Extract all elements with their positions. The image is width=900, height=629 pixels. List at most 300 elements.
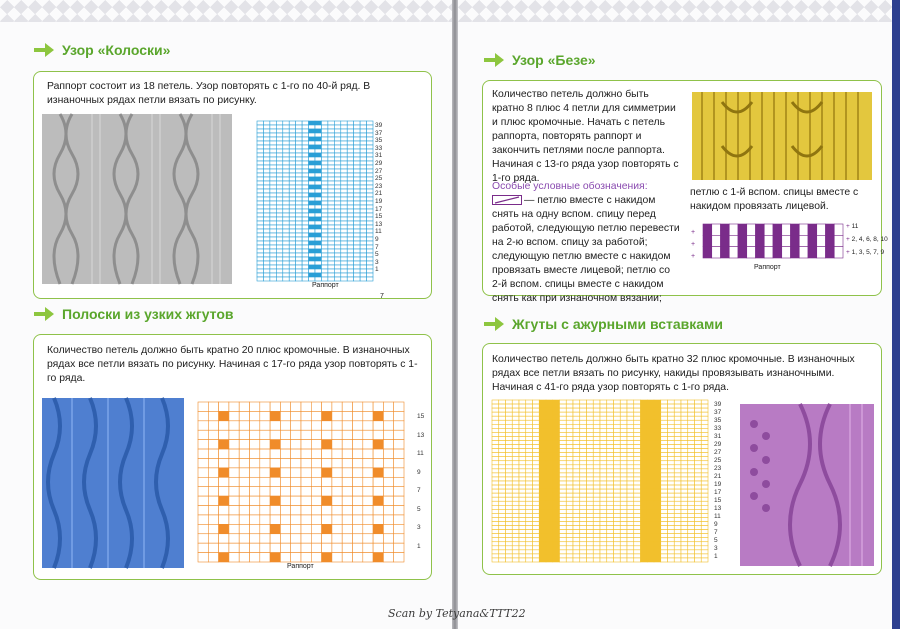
chart-cell — [257, 165, 263, 169]
chart-cell — [301, 487, 311, 496]
chart-cell — [539, 400, 546, 404]
chart-cell — [817, 247, 826, 258]
chart-cell — [499, 469, 506, 473]
chart-cell — [553, 489, 560, 493]
chart-cell — [668, 558, 675, 562]
chart-cell — [641, 432, 648, 436]
chart-cell — [239, 487, 249, 496]
chart-cell — [519, 465, 526, 469]
chart-cell — [566, 526, 573, 530]
chart-cell — [360, 241, 366, 245]
chart-cell — [688, 538, 695, 542]
chart-cell — [647, 530, 654, 534]
chart-cell — [519, 432, 526, 436]
chart-cell — [250, 506, 260, 515]
chart-cell — [519, 428, 526, 432]
chart-cell — [566, 420, 573, 424]
chart-cell — [607, 513, 614, 517]
chart-cell — [360, 133, 366, 137]
chart-cell — [354, 257, 360, 261]
chart-cell — [566, 428, 573, 432]
chart-cell — [334, 237, 340, 241]
chart-cell — [283, 213, 289, 217]
chart-cell — [560, 441, 567, 445]
chart-cell — [620, 424, 627, 428]
chart-cell — [341, 241, 347, 245]
row-number: 37 — [375, 129, 383, 137]
chart-cell — [526, 517, 533, 521]
chart-cell — [654, 477, 661, 481]
chart-cell — [354, 225, 360, 229]
chart-cell — [283, 225, 289, 229]
chart-cell — [367, 185, 373, 189]
chart-cell — [661, 416, 668, 420]
chart-cell — [593, 412, 600, 416]
chart-cell — [276, 201, 282, 205]
chart-cell — [257, 273, 263, 277]
chart-cell — [347, 209, 353, 213]
chart-cell — [360, 177, 366, 181]
chart-cell — [701, 509, 708, 513]
book-cover-edge — [892, 0, 900, 629]
chart-cell — [321, 177, 327, 181]
chart-cell — [560, 485, 567, 489]
chart-cell — [539, 554, 546, 558]
chart-cell — [519, 526, 526, 530]
chart-cell — [334, 157, 340, 161]
row-number: 3 — [417, 524, 421, 531]
chart-cell — [634, 542, 641, 546]
chart-cell — [654, 404, 661, 408]
chart-cell — [701, 432, 708, 436]
chart-cell — [627, 526, 634, 530]
chart-cell — [360, 145, 366, 149]
chart-cell — [654, 408, 661, 412]
chart-cell — [674, 408, 681, 412]
chart-cell — [315, 157, 321, 161]
chart-cell — [573, 424, 580, 428]
chart-cell — [634, 400, 641, 404]
chart-cell — [283, 273, 289, 277]
chart-cell — [688, 530, 695, 534]
chart-cell — [580, 469, 587, 473]
chart-cell — [506, 542, 513, 546]
chart-cell — [668, 465, 675, 469]
chart-cell — [773, 247, 782, 258]
chart-cell — [341, 149, 347, 153]
chart-cell — [342, 458, 352, 467]
chart-cell — [208, 534, 218, 543]
chart-cell — [280, 458, 290, 467]
chart-cell — [688, 485, 695, 489]
chart-cell — [280, 534, 290, 543]
chart-cell — [539, 408, 546, 412]
chart-cell — [573, 408, 580, 412]
chart-cell — [383, 440, 393, 449]
chart-cell — [533, 473, 540, 477]
chart-cell — [627, 400, 634, 404]
chart-cell — [688, 526, 695, 530]
chart-cell — [593, 550, 600, 554]
chart-cell — [647, 522, 654, 526]
chart-cell — [322, 543, 332, 552]
chart-cell — [354, 169, 360, 173]
chart-cell — [360, 261, 366, 265]
chart-cell — [533, 501, 540, 505]
chart-cell — [533, 412, 540, 416]
chart-cell — [315, 241, 321, 245]
chart-cell — [688, 416, 695, 420]
chart-cell — [499, 517, 506, 521]
chart-cell — [546, 513, 553, 517]
chart-cell — [512, 420, 519, 424]
chart-cell — [526, 542, 533, 546]
chart-cell — [600, 526, 607, 530]
chart-cell — [283, 141, 289, 145]
chart-cell — [302, 125, 308, 129]
chart-cell — [580, 453, 587, 457]
chart-cell — [668, 554, 675, 558]
chart-cell — [607, 477, 614, 481]
chart-cell — [499, 530, 506, 534]
chart-cell — [263, 277, 269, 281]
chart-cell — [309, 261, 315, 265]
chart-cell — [681, 445, 688, 449]
chart-cell — [641, 505, 648, 509]
chart-cell — [301, 515, 311, 524]
chart-cell — [328, 141, 334, 145]
chart-cell — [614, 400, 621, 404]
chart-cell — [302, 145, 308, 149]
chart-cell — [347, 161, 353, 165]
chart-cell — [328, 233, 334, 237]
chart-cell — [674, 558, 681, 562]
row-number: 11 — [714, 513, 721, 520]
chart-cell — [627, 424, 634, 428]
chart-cell — [315, 225, 321, 229]
chart-cell — [353, 496, 363, 505]
chart-cell — [353, 553, 363, 562]
chart-cell — [328, 173, 334, 177]
chart-cell — [296, 209, 302, 213]
chart-cell — [321, 129, 327, 133]
chart-cell — [695, 509, 702, 513]
chart-cell — [627, 534, 634, 538]
chart-cell — [322, 458, 332, 467]
chart-cell — [506, 550, 513, 554]
chart-cell — [334, 201, 340, 205]
chart-cell — [519, 534, 526, 538]
chart-cell — [566, 473, 573, 477]
chart-cell — [360, 225, 366, 229]
row-number: 13 — [714, 505, 722, 512]
chart-cell — [301, 430, 311, 439]
chart-cell — [526, 522, 533, 526]
chart-cell — [587, 436, 594, 440]
chart-cell — [661, 522, 668, 526]
chart-cell — [634, 445, 641, 449]
chart-cell — [328, 245, 334, 249]
chart-cell — [373, 468, 383, 477]
chart-cell — [791, 224, 800, 235]
chart-cell — [309, 173, 315, 177]
chart-cell — [492, 445, 499, 449]
chart-cell — [587, 469, 594, 473]
chart-cell — [506, 457, 513, 461]
chart-cell — [701, 453, 708, 457]
chart-cell — [566, 412, 573, 416]
chart-cell — [296, 177, 302, 181]
chart-cell — [270, 543, 280, 552]
chart-cell — [283, 137, 289, 141]
chart-cell — [573, 497, 580, 501]
chart-cell — [526, 416, 533, 420]
chart-cell — [257, 157, 263, 161]
chart-cell — [546, 550, 553, 554]
chart-cell — [546, 453, 553, 457]
chart-cell — [634, 441, 641, 445]
chart-cell — [353, 477, 363, 486]
row-number: 33 — [714, 425, 722, 432]
chart-cell — [373, 430, 383, 439]
chart-cell — [661, 449, 668, 453]
chart-cell — [276, 209, 282, 213]
chart-cell — [627, 554, 634, 558]
chart-cell — [546, 465, 553, 469]
chart-cell — [546, 534, 553, 538]
chart-cell — [276, 177, 282, 181]
chart-cell — [688, 473, 695, 477]
chart-cell — [593, 469, 600, 473]
chart-cell — [334, 181, 340, 185]
chart-cell — [302, 169, 308, 173]
chart-cell — [674, 400, 681, 404]
chart-cell — [354, 209, 360, 213]
chart-cell — [341, 129, 347, 133]
chart-cell — [492, 412, 499, 416]
chart-cell — [587, 501, 594, 505]
chart-cell — [729, 247, 738, 258]
chart-cell — [627, 489, 634, 493]
chart-cell — [647, 408, 654, 412]
chart-cell — [681, 538, 688, 542]
chart-cell — [229, 534, 239, 543]
chart-cell — [229, 421, 239, 430]
chart-cell — [198, 449, 208, 458]
chart-cell — [315, 221, 321, 225]
chart-cell — [353, 543, 363, 552]
chart-cell — [620, 465, 627, 469]
chart-cell — [566, 509, 573, 513]
chart-cell — [668, 542, 675, 546]
chart-cell — [301, 506, 311, 515]
chart-cell — [283, 177, 289, 181]
chart-cell — [791, 235, 800, 246]
chart-cell — [492, 453, 499, 457]
chart-cell — [328, 241, 334, 245]
chart-cell — [701, 420, 708, 424]
chart-cell — [526, 550, 533, 554]
chart-cell — [600, 517, 607, 521]
chart-cell — [627, 457, 634, 461]
chart-cell — [321, 257, 327, 261]
chart-cell — [492, 400, 499, 404]
chart-cell — [573, 534, 580, 538]
chart-cell — [641, 497, 648, 501]
chart-cell — [701, 501, 708, 505]
row-label: 1, 3, 5, 7, 9 — [851, 249, 885, 256]
chart-cell — [688, 400, 695, 404]
chart-cell — [257, 145, 263, 149]
chart-cell — [688, 461, 695, 465]
chart-cell — [580, 457, 587, 461]
chart-cell — [334, 137, 340, 141]
chart-cell — [533, 400, 540, 404]
chart-cell — [492, 457, 499, 461]
chart-cell — [309, 169, 315, 173]
chart-cell — [280, 506, 290, 515]
chart-cell — [620, 538, 627, 542]
chart-cell — [654, 400, 661, 404]
chart-cell — [354, 185, 360, 189]
chart-cell — [347, 245, 353, 249]
chart-cell — [614, 477, 621, 481]
chart-cell — [600, 420, 607, 424]
chart-cell — [512, 441, 519, 445]
chart-cell — [499, 432, 506, 436]
chart-cell — [553, 465, 560, 469]
chart-cell — [283, 209, 289, 213]
chart-cell — [681, 400, 688, 404]
chart-cell — [360, 229, 366, 233]
chart-cell — [526, 534, 533, 538]
section-heading-beze — [484, 52, 596, 68]
chart-cell — [219, 496, 229, 505]
chart-cell — [289, 229, 295, 233]
chart-cell — [289, 273, 295, 277]
chart-cell — [270, 468, 280, 477]
chart-cell — [296, 225, 302, 229]
chart-cell — [309, 269, 315, 273]
chart-cell — [519, 445, 526, 449]
chart-cell — [360, 157, 366, 161]
chart-cell — [309, 229, 315, 233]
chart-cell — [764, 224, 773, 235]
chart-cell — [647, 465, 654, 469]
chart-cell — [560, 465, 567, 469]
chart-cell — [334, 145, 340, 149]
chart-cell — [257, 197, 263, 201]
row-number: 25 — [714, 457, 722, 464]
chart-cell — [546, 477, 553, 481]
chart-cell — [539, 441, 546, 445]
chart-cell — [661, 477, 668, 481]
chart-cell — [661, 513, 668, 517]
chart-cell — [260, 477, 270, 486]
chart-cell — [695, 542, 702, 546]
chart-cell — [263, 249, 269, 253]
chart-cell — [229, 524, 239, 533]
chart-cell — [560, 477, 567, 481]
chart-cell — [360, 253, 366, 257]
chart-cell — [681, 513, 688, 517]
chart-cell — [512, 534, 519, 538]
chart-cell — [499, 408, 506, 412]
chart-cell — [634, 408, 641, 412]
chart-cell — [681, 481, 688, 485]
chart-cell — [302, 273, 308, 277]
chart-cell — [533, 461, 540, 465]
chart-cell — [580, 432, 587, 436]
chart-cell — [634, 558, 641, 562]
chart-cell — [347, 257, 353, 261]
chart-cell — [250, 440, 260, 449]
chart-cell — [270, 169, 276, 173]
chart-cell — [208, 421, 218, 430]
chart-cell — [654, 412, 661, 416]
chart-cell — [367, 233, 373, 237]
chart-cell — [614, 441, 621, 445]
chart-cell — [360, 129, 366, 133]
chart-cell — [367, 221, 373, 225]
chart-cell — [593, 416, 600, 420]
chart-cell — [553, 432, 560, 436]
chart-cell — [681, 493, 688, 497]
chart-cell — [342, 553, 352, 562]
chart-cell — [620, 501, 627, 505]
chart-cell — [566, 445, 573, 449]
chart-cell — [512, 554, 519, 558]
chart-cell — [580, 517, 587, 521]
chart-cell — [668, 436, 675, 440]
chart-cell — [276, 221, 282, 225]
chart-cell — [276, 145, 282, 149]
chart-cell — [506, 530, 513, 534]
chart-cell — [198, 534, 208, 543]
chart-cell — [539, 432, 546, 436]
chart-cell — [373, 543, 383, 552]
chart-cell — [283, 133, 289, 137]
chart-cell — [560, 509, 567, 513]
chart-cell — [342, 487, 352, 496]
chart-cell — [492, 526, 499, 530]
chart-cell — [296, 201, 302, 205]
chart-cell — [257, 229, 263, 233]
chart-cell — [661, 554, 668, 558]
chart-cell — [701, 424, 708, 428]
chart-cell — [289, 137, 295, 141]
chart-cell — [681, 558, 688, 562]
chart-cell — [553, 477, 560, 481]
chart-cell — [688, 550, 695, 554]
chart-cell — [627, 465, 634, 469]
chart-cell — [620, 485, 627, 489]
chart-cell — [334, 245, 340, 249]
chart-cell — [566, 505, 573, 509]
chart-cell — [208, 468, 218, 477]
row-number: 23 — [714, 465, 722, 472]
chart-cell — [593, 534, 600, 538]
chart-cell — [738, 224, 747, 235]
chart-cell — [347, 157, 353, 161]
beze-chart — [703, 224, 843, 258]
chart-cell — [688, 465, 695, 469]
chart-cell — [239, 524, 249, 533]
chart-cell — [560, 449, 567, 453]
chart-cell — [309, 237, 315, 241]
chart-cell — [634, 546, 641, 550]
chart-cell — [367, 181, 373, 185]
